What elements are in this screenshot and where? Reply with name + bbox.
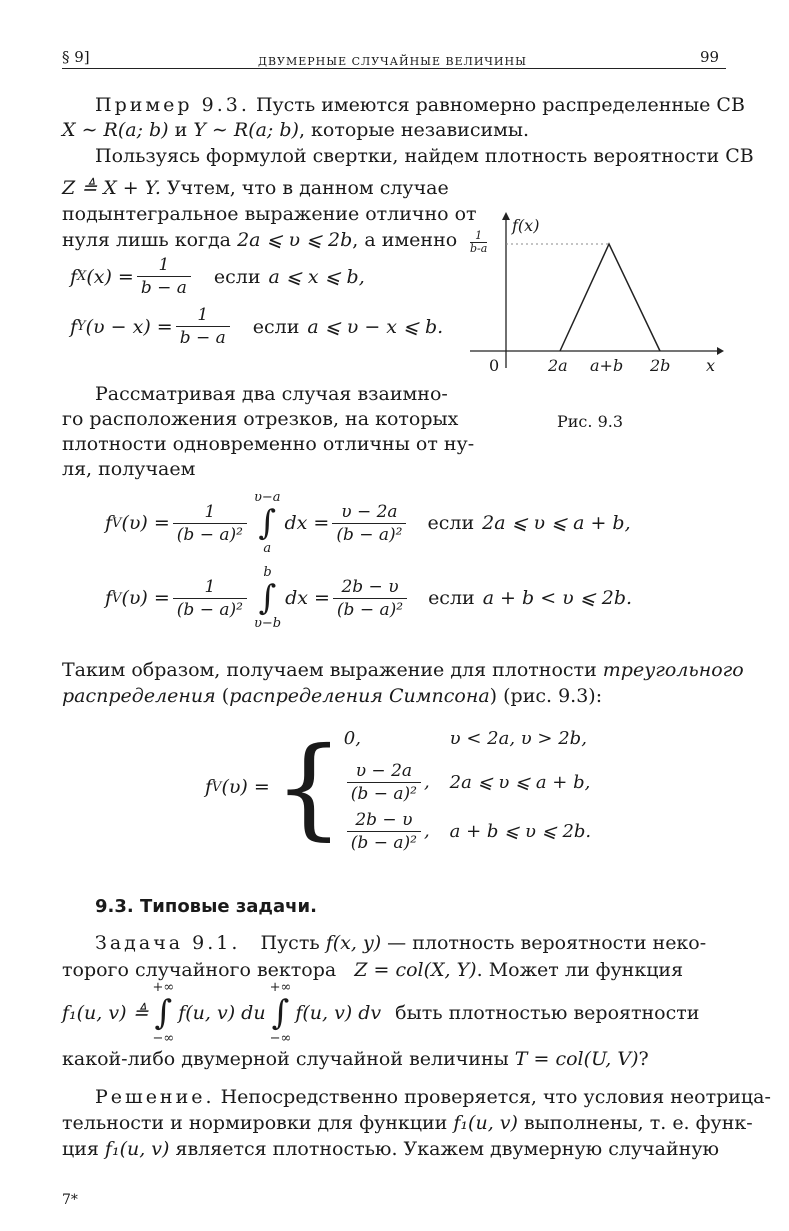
- task-text-3c: быть плотностью вероятности: [395, 1002, 700, 1024]
- i1-integral-sign: [254, 490, 281, 556]
- y-tick-den: b-a: [470, 242, 488, 255]
- task-int2-lower: −∞: [269, 1031, 292, 1046]
- conclusion-distribution: распределения: [62, 685, 216, 707]
- conclusion-triangular: треугольного: [602, 659, 744, 681]
- case-3: $\frac{2b - \upsilon}{\text{(b − a)²}}$ , a + b ⩽ υ ⩽ 2b.: [344, 807, 611, 856]
- text-namely: , а именно: [352, 229, 458, 251]
- integral-icon: ∫: [258, 578, 277, 618]
- x-tick-2a: 2a: [548, 356, 568, 375]
- example-line-5: подынтегральное выражение отлично от: [62, 203, 477, 225]
- case-3-den: (b − a)²: [350, 833, 417, 853]
- task-text-1a: Пусть: [260, 932, 326, 954]
- case-2-num: υ − 2a: [347, 760, 421, 783]
- integral-1: [105, 490, 631, 556]
- y-axis-label: f(x): [512, 216, 540, 235]
- case-1: [344, 718, 611, 758]
- figure-9-3: [462, 208, 732, 388]
- case-3-frac: [347, 809, 421, 854]
- fy-if: если: [252, 315, 300, 338]
- case-3-cond: a + b ⩽ υ ⩽ 2b.: [449, 821, 592, 842]
- i2-cond: a + b < υ ⩽ 2b.: [482, 587, 633, 609]
- x-tick-2b: 2b: [650, 356, 671, 375]
- solution-line-3: [62, 1136, 719, 1162]
- task-formula: [62, 980, 699, 1046]
- header-rule: [62, 68, 726, 69]
- solution-label: Решение.: [95, 1086, 215, 1108]
- i1-result: [332, 501, 406, 546]
- case-1-cond: υ < 2a, υ > 2b,: [449, 727, 587, 749]
- solution-line-1: [95, 1084, 771, 1110]
- task-line-4: [62, 1046, 649, 1072]
- integral-icon: ∫: [154, 993, 173, 1033]
- case-2-den: (b − a)²: [350, 784, 417, 804]
- x-axis-label: x: [706, 356, 716, 375]
- task-int2-upper: +∞: [269, 980, 292, 995]
- running-title: ДВУМЕРНЫЕ СЛУЧАЙНЫЕ ВЕЛИЧИНЫ: [258, 55, 527, 68]
- formula-fx: [70, 254, 365, 299]
- fx-arg: (x) =: [86, 265, 134, 288]
- fy-num: 1: [176, 304, 230, 327]
- task-line-1: [95, 930, 706, 956]
- fy-f: f: [70, 315, 78, 338]
- para-line-2: го расположения отрезков, на которых: [62, 408, 459, 430]
- example-text-1: Пусть имеются равномерно распределенные СВ: [255, 94, 745, 116]
- i1-rnum: υ − 2a: [332, 501, 406, 524]
- formula-fy: [70, 304, 443, 349]
- example-line-2: [62, 117, 529, 143]
- integral-2: [105, 565, 632, 631]
- i2-rnum: 2b − υ: [333, 576, 407, 599]
- piecewise-cases: [344, 718, 611, 856]
- section-ref: § 9]: [62, 48, 90, 66]
- section-heading: 9.3. Типовые задачи.: [95, 896, 317, 917]
- task-fxy: f(x, y): [325, 932, 382, 954]
- pw-sub: V: [212, 779, 222, 795]
- fy-sub: Y: [77, 319, 86, 334]
- i1-upper: υ−a: [253, 490, 281, 505]
- task-text-2c: . Может ли функция: [476, 959, 684, 981]
- y-tick-num: 1: [470, 230, 487, 243]
- solution-f1: f₁(u, v): [453, 1112, 518, 1134]
- fy-den: b − a: [179, 328, 226, 348]
- y-tick-label: [470, 230, 487, 255]
- task-f1: f₁(u, v) ≜: [62, 1002, 149, 1024]
- example-label: Пример 9.3.: [95, 94, 250, 116]
- task-text-1c: — плотность вероятности неко-: [381, 932, 707, 954]
- solution-text-3c: является плотностью. Укажем двумерную случайную: [169, 1138, 720, 1160]
- i1-dx: dx =: [284, 512, 330, 534]
- i2-coef: [173, 576, 247, 621]
- x-tick-apb: a+b: [590, 356, 624, 375]
- conclusion-text: Таким образом, получаем выражение для плотности: [62, 659, 603, 681]
- case-3-num: 2b − υ: [347, 809, 421, 832]
- pw-arg: (υ) =: [221, 776, 270, 798]
- i2-upper: b: [263, 565, 272, 580]
- math-range: 2a ⩽ υ ⩽ 2b: [237, 229, 353, 251]
- task-zcol: Z = col(X, Y): [354, 959, 477, 981]
- fx-cond: a ⩽ x ⩽ b,: [268, 265, 365, 288]
- example-line-1: [95, 92, 745, 118]
- i1-num: 1: [173, 501, 247, 524]
- i2-den: (b − a)²: [176, 599, 243, 620]
- i2-sub: V: [112, 590, 122, 606]
- i1-f: f: [105, 512, 113, 534]
- page-number: 99: [700, 48, 720, 66]
- fy-cond: a ⩽ υ − x ⩽ b.: [307, 315, 444, 338]
- figure-caption: Рис. 9.3: [557, 412, 624, 431]
- task-question: ?: [638, 1048, 649, 1070]
- task-integral-1: [152, 980, 174, 1046]
- fx-sub: X: [77, 269, 87, 284]
- i2-num: 1: [173, 576, 247, 599]
- case-2: $\frac{\upsilon - 2a}{\text{(b − a)²}}$ , 2a ⩽ υ ⩽ a + b,: [344, 758, 611, 807]
- solution-text-1: Непосредственно проверяется, что условия неотрица-: [214, 1086, 771, 1108]
- fx-fraction: [137, 254, 191, 299]
- task-tcol: T = col(U, V): [514, 1048, 639, 1070]
- task-term2: f(u, v) dv: [295, 1002, 382, 1024]
- conclusion-ref: ) (рис. 9.3):: [489, 685, 603, 707]
- task-label: Задача 9.1.: [95, 932, 241, 954]
- i1-sub: V: [112, 515, 122, 531]
- i1-lower: a: [263, 541, 272, 556]
- text-note: Учтем, что в данном случае: [160, 177, 449, 199]
- integral-icon: ∫: [271, 993, 290, 1033]
- signature-mark: 7*: [62, 1192, 78, 1208]
- example-line-6: [62, 227, 457, 253]
- text-and: и: [168, 119, 194, 141]
- i1-cond: 2a ⩽ υ ⩽ a + b,: [482, 512, 631, 534]
- math-x: X ∼ R(a; b): [62, 119, 169, 141]
- solution-text-3a: ция: [62, 1138, 105, 1160]
- i2-f: f: [105, 587, 113, 609]
- i2-result: [333, 576, 407, 621]
- i2-integral-sign: [254, 565, 281, 631]
- i1-coef: [173, 501, 247, 546]
- origin-label: 0: [489, 356, 500, 375]
- fx-f: f: [70, 265, 78, 288]
- i2-arg: (υ) =: [121, 587, 170, 609]
- fx-if: если: [213, 265, 261, 288]
- fy-arg: (υ − x) =: [85, 315, 173, 338]
- integral-icon: ∫: [258, 503, 277, 543]
- i2-dx: dx =: [285, 587, 330, 609]
- i2-rden: (b − a)²: [336, 599, 404, 620]
- case-2-cond: 2a ⩽ υ ⩽ a + b,: [449, 772, 591, 793]
- conclusion-line-1: [62, 657, 744, 683]
- text-nonzero: нуля лишь когда: [62, 229, 238, 251]
- para-line-3: плотности одновременно отличны от ну-: [62, 433, 475, 455]
- y-axis-arrow: [502, 212, 510, 220]
- case-2-frac: [347, 760, 421, 805]
- i1-rden: (b − a)²: [336, 524, 403, 545]
- para-line-4: ля, получаем: [62, 458, 196, 480]
- solution-line-2: [62, 1110, 753, 1136]
- i2-if: если: [428, 587, 475, 609]
- case-1-value: 0,: [343, 727, 361, 749]
- x-axis-arrow: [717, 347, 724, 355]
- fx-num: 1: [137, 254, 191, 277]
- conclusion-line-2: [62, 683, 602, 709]
- text-independent: , которые независимы.: [298, 119, 530, 141]
- task-int1-lower: −∞: [152, 1031, 175, 1046]
- para-line-1: Рассматривая два случая взаимно-: [95, 383, 448, 405]
- i1-den: (b − a)²: [176, 524, 243, 545]
- task-text-2a: торого случайного вектора: [62, 959, 343, 981]
- i2-lower: υ−b: [253, 616, 282, 631]
- task-text-4a: какой-либо двумерной случайной величины: [62, 1048, 515, 1070]
- triangle-density: [560, 244, 660, 351]
- math-z: Z ≜ X + Y.: [62, 177, 161, 199]
- fy-fraction: [176, 304, 230, 349]
- i1-arg: (υ) =: [121, 512, 170, 534]
- example-line-3: Пользуясь формулой свертки, найдем плотность вероятности СВ: [95, 145, 754, 167]
- example-line-4: [62, 175, 449, 201]
- task-integral-2: [270, 980, 292, 1046]
- piecewise-formula: [205, 718, 611, 856]
- pw-f: f: [205, 776, 213, 798]
- fx-den: b − a: [140, 278, 187, 298]
- paren-open: (: [215, 685, 230, 707]
- conclusion-simpson: распределения Симпсона: [229, 685, 490, 707]
- solution-text-2a: тельности и нормировки для функции: [62, 1112, 454, 1134]
- i1-if: если: [427, 512, 475, 534]
- solution-f1-b: f₁(u, v): [104, 1138, 170, 1160]
- task-int1-upper: +∞: [152, 980, 175, 995]
- math-y: Y ∼ R(a; b): [193, 119, 299, 141]
- solution-text-2c: выполнены, т. е. функ-: [517, 1112, 753, 1134]
- left-brace-icon: {: [273, 723, 344, 851]
- task-term1: f(u, v) du: [178, 1002, 266, 1024]
